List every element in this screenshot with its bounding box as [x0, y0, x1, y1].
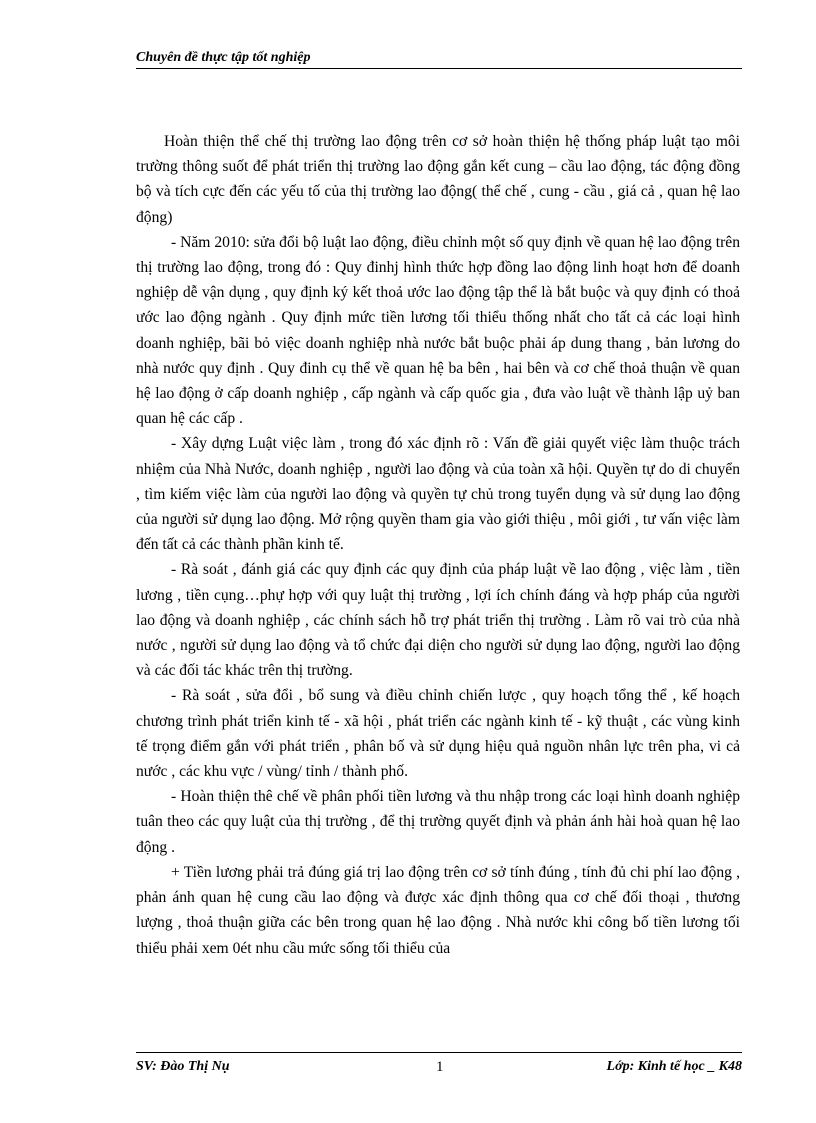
footer-class: Lớp: Kinh tế học _ K48 [606, 1059, 742, 1074]
page-number: 1 [436, 1059, 444, 1075]
page-footer [136, 1059, 742, 1079]
paragraph-intro: Hoàn thiện thể chế thị trường lao động trên cơ sở hoàn thiện hệ thống pháp luật tạo môi trường thông suốt để phát triển thị trường lao động gắn kết cung – cầu lao động, tác động đồng bộ và tích cực đến các yếu tố của thị trường lao động( thể chế , cung - cầu , giá cả , quan hệ lao động) [136, 133, 740, 226]
paragraph-employment-law: - Xây dựng Luật việc làm , trong đó xác định rõ : Vấn đề giải quyết việc làm thuộc trách nhiệm của Nhà Nước, doanh nghiệp , người lao động và của toàn xã hội. Quyền tự do di chuyển , tìm kiếm việc làm của người lao động và quyền tự chủ trong tuyển dụng và sử dụng lao động của người sử dụng lao động. Mở rộng quyền tham gia vào giới thiệu , môi giới , tư vấn việc làm đến tất cả các thành phần kinh tế. [136, 435, 740, 554]
header-title: Chuyên đề thực tập tốt nghiệp [136, 50, 311, 65]
footer-student-name: SV: Đào Thị Nụ [136, 1059, 230, 1074]
paragraph-labor-code: - Năm 2010: sửa đổi bộ luật lao động, điều chỉnh một số quy định về quan hệ lao động trên thị trường lao động, trong đó : Quy đinhj hình thức hợp đồng lao động linh hoạt hơn để doanh nghiệp dễ vận dụng , quy định ký kết thoả ước lao động tập thể là bắt buộc và quy định có thoả ước lao động ngành . Quy định mức tiền lương tối thiểu thống nhất cho tất cả các loại hình doanh nghiệp, bãi bỏ việc doanh nghiệp nhà nước bắt buộc phải áp dung thang , bản lương do nhà nước quy định . Quy đinh cụ thể về quan hệ ba bên , hai bên và cơ chế thoả thuận về quan hệ lao động ở cấp doanh nghiệp , cấp ngành và cấp quốc gia , đưa vào luật về thành lập uỷ ban quan hệ các cấp . [136, 233, 740, 428]
header-divider [136, 68, 742, 69]
paragraph-review-regulations: - Rà soát , đánh giá các quy định các quy định của pháp luật về lao động , việc làm , tiền lương , tiền cụng…phự hợp với quy luật thị trường , lợi ích chính đáng và hợp pháp của người lao động và doanh nghiệp , các chính sách hỗ trợ phát triển thị trường . Làm rõ vai trò của nhà nước , người sử dụng lao động và tổ chức đại diện cho người sử dụng lao động, người lao động và các đối tác khác trên thị trường. [136, 561, 740, 680]
paragraph-strategy-revision: - Rà soát , sửa đổi , bổ sung và điều chỉnh chiến lược , quy hoạch tổng thể , kế hoạch chương trình phát triển kinh tế - xã hội , phát triển các ngành kinh tế - kỹ thuật , các vùng kinh tế trọng điểm gắn với phát triển , phân bố và sử dụng hiệu quả nguồn nhân lực trên pha, vi cả nước , các khu vực / vùng/ tỉnh / thành phố. [136, 687, 740, 781]
document-body [136, 129, 740, 961]
footer-divider [136, 1052, 742, 1053]
paragraph-wage-value: + Tiền lương phải trả đúng giá trị lao động trên cơ sở tính đúng , tính đủ chi phí lao động , phản ánh quan hệ cung cầu lao động và được xác định thông qua cơ chế đối thoại , thương lượng , thoả thuận giữa các bên trong quan hệ lao động . Nhà nước khi công bố tiền lương tối thiểu phải xem 0ét nhu cầu mức sống tối thiểu của [136, 863, 740, 957]
paragraph-wage-distribution: - Hoàn thiện thê chế về phân phối tiền lương và thu nhập trong các loại hình doanh nghiệp tuân theo các quy luật của thị trường , để thị trường quyết định và phản ánh hài hoà quan hệ lao động . [136, 788, 740, 856]
